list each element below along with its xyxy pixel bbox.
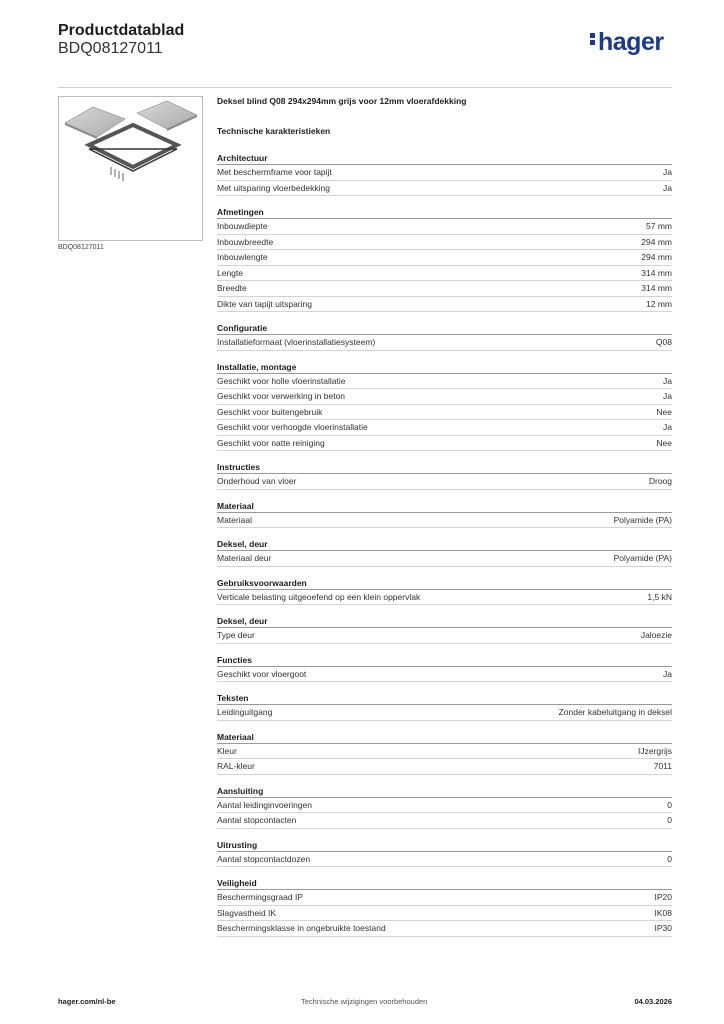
spec-group-title: Installatie, montage	[217, 361, 672, 374]
spec-group-title: Configuratie	[217, 322, 672, 335]
spec-value: 294 mm	[641, 236, 672, 247]
spec-value: 294 mm	[641, 252, 672, 262]
spec-group-title: Materiaal	[217, 731, 672, 744]
spec-value: 0	[667, 815, 672, 825]
product-description: Deksel blind Q08 294x294mm grijs voor 12mm vloerafdekking	[217, 96, 467, 106]
spec-value: 314 mm	[641, 283, 672, 293]
spec-label: Onderhoud van vloer	[217, 476, 297, 486]
spec-label: Kleur	[217, 745, 237, 756]
spec-row	[217, 705, 672, 721]
spec-group	[217, 152, 672, 196]
spec-group-title: Functies	[217, 654, 672, 667]
spec-label: Geschikt voor verwerking in beton	[217, 391, 346, 401]
spec-group-title: Veiligheid	[217, 877, 672, 890]
spec-value: Polyamide (PA)	[613, 514, 672, 525]
spec-group	[217, 615, 672, 644]
spec-value: Jaloezie	[640, 630, 672, 640]
spec-group	[217, 877, 672, 937]
spec-label: Leidinguitgang	[217, 707, 273, 717]
spec-group-title: Gebruiksvoorwaarden	[217, 577, 672, 590]
section-title: Technische karakteristieken	[217, 126, 331, 136]
spec-row	[217, 389, 672, 405]
spec-row	[217, 420, 672, 436]
spec-label: Verticale belasting uitgeoefend op een klein oppervlak	[217, 591, 421, 602]
footer-date: 04.03.2026	[634, 997, 672, 1006]
spec-label: Beschermingsklasse in ongebruikte toestand	[217, 923, 386, 933]
spec-label: Inbouwdiepte	[217, 221, 268, 231]
spec-value: Droog	[648, 476, 672, 486]
spec-group	[217, 839, 672, 868]
spec-value: Zonder kabeluitgang in deksel	[558, 707, 672, 717]
spec-label: Installatieformaat (vloerinstallatiesysteem)	[217, 337, 376, 347]
spec-group-title: Deksel, deur	[217, 538, 672, 551]
spec-group	[217, 538, 672, 567]
spec-groups	[217, 152, 672, 937]
spec-group-title: Teksten	[217, 692, 672, 705]
spec-value: IP20	[654, 892, 672, 902]
spec-group-title: Instructies	[217, 461, 672, 474]
spec-value: 1,5 kN	[647, 591, 672, 602]
spec-label: Aantal stopcontactdozen	[217, 853, 311, 864]
spec-label: Lengte	[217, 267, 243, 278]
spec-group-title: Materiaal	[217, 500, 672, 513]
spec-label: Inbouwlengte	[217, 252, 268, 262]
spec-value: IP30	[654, 923, 672, 933]
spec-label: RAL-kleur	[217, 761, 255, 771]
spec-row	[217, 181, 672, 197]
spec-label: Aantal stopcontacten	[217, 815, 297, 825]
product-image	[58, 96, 203, 241]
spec-row	[217, 335, 672, 351]
spec-row	[217, 250, 672, 266]
spec-value: Polyamide (PA)	[613, 553, 672, 563]
logo-text: hager	[598, 28, 664, 56]
spec-row	[217, 813, 672, 829]
spec-value: IK08	[654, 907, 672, 918]
spec-row	[217, 235, 672, 251]
logo-dots-icon	[590, 31, 595, 47]
spec-row	[217, 436, 672, 452]
product-reference: BDQ08127011	[58, 40, 163, 57]
spec-group	[217, 361, 672, 452]
spec-row	[217, 921, 672, 937]
spec-label: Geschikt voor buitengebruik	[217, 406, 323, 417]
header-divider	[58, 87, 672, 88]
spec-label: Met beschermframe voor tapijt	[217, 167, 332, 177]
spec-row	[217, 405, 672, 421]
spec-label: Beschermingsgraad IP	[217, 892, 303, 902]
spec-value: Ja	[663, 422, 672, 432]
spec-label: Geschikt voor verhoogde vloerinstallatie	[217, 422, 368, 432]
spec-row	[217, 513, 672, 529]
spec-group	[217, 322, 672, 351]
footer-notice: Technische wijzigingen voorbehouden	[301, 997, 428, 1006]
spec-label: Dikte van tapijt uitsparing	[217, 298, 312, 309]
spec-row	[217, 798, 672, 814]
spec-label: Materiaal	[217, 514, 252, 525]
spec-label: Materiaal deur	[217, 553, 272, 563]
spec-row	[217, 759, 672, 775]
spec-value: Ja	[663, 167, 672, 177]
spec-value: Nee	[656, 406, 672, 417]
spec-group	[217, 206, 672, 312]
spec-value: Ja	[663, 375, 672, 386]
spec-group-title: Afmetingen	[217, 206, 672, 219]
spec-row	[217, 890, 672, 906]
spec-row	[217, 628, 672, 644]
spec-row	[217, 852, 672, 868]
image-caption: BDQ08127011	[58, 244, 104, 251]
spec-group	[217, 461, 672, 490]
spec-label: Geschikt voor natte reiniging	[217, 437, 325, 448]
spec-group-title: Aansluiting	[217, 785, 672, 798]
spec-row	[217, 667, 672, 683]
spec-value: Ja	[663, 182, 672, 193]
spec-group-title: Uitrusting	[217, 839, 672, 852]
spec-row	[217, 219, 672, 235]
spec-row	[217, 281, 672, 297]
spec-group-title: Deksel, deur	[217, 615, 672, 628]
spec-value: Nee	[656, 437, 672, 448]
spec-label: Geschikt voor holle vloerinstallatie	[217, 375, 346, 386]
spec-row	[217, 590, 672, 606]
spec-row	[217, 165, 672, 181]
spec-value: 12 mm	[646, 298, 672, 309]
spec-value: Ja	[663, 668, 672, 679]
spec-group	[217, 785, 672, 829]
product-specs	[217, 96, 672, 947]
spec-group	[217, 577, 672, 606]
spec-label: Inbouwbreedte	[217, 236, 274, 247]
spec-value: 57 mm	[646, 221, 672, 231]
page-title: Productdatablad	[58, 22, 185, 39]
spec-row	[217, 744, 672, 760]
spec-row	[217, 551, 672, 567]
spec-group	[217, 500, 672, 529]
floor-box-cover-illustration	[59, 97, 202, 240]
spec-value: 0	[667, 853, 672, 864]
footer-website: hager.com/nl-be	[58, 997, 116, 1006]
spec-row	[217, 297, 672, 313]
spec-label: Type deur	[217, 630, 255, 640]
spec-label: Met uitsparing vloerbedekking	[217, 182, 330, 193]
spec-group	[217, 692, 672, 721]
spec-value: 0	[667, 799, 672, 810]
spec-row	[217, 374, 672, 390]
spec-group	[217, 731, 672, 775]
spec-value: Q08	[655, 337, 672, 347]
spec-group	[217, 654, 672, 683]
spec-value: Ja	[663, 391, 672, 401]
spec-label: Geschikt voor vloergoot	[217, 668, 307, 679]
spec-row	[217, 906, 672, 922]
spec-row	[217, 266, 672, 282]
spec-group-title: Architectuur	[217, 152, 672, 165]
spec-value: IJzergrijs	[637, 745, 672, 756]
hager-logo	[590, 28, 664, 57]
spec-value: 314 mm	[641, 267, 672, 278]
spec-label: Slagvastheid IK	[217, 907, 277, 918]
spec-row	[217, 474, 672, 490]
spec-label: Breedte	[217, 283, 247, 293]
spec-value: 7011	[653, 761, 672, 771]
spec-label: Aantal leidinginvoeringen	[217, 799, 312, 810]
